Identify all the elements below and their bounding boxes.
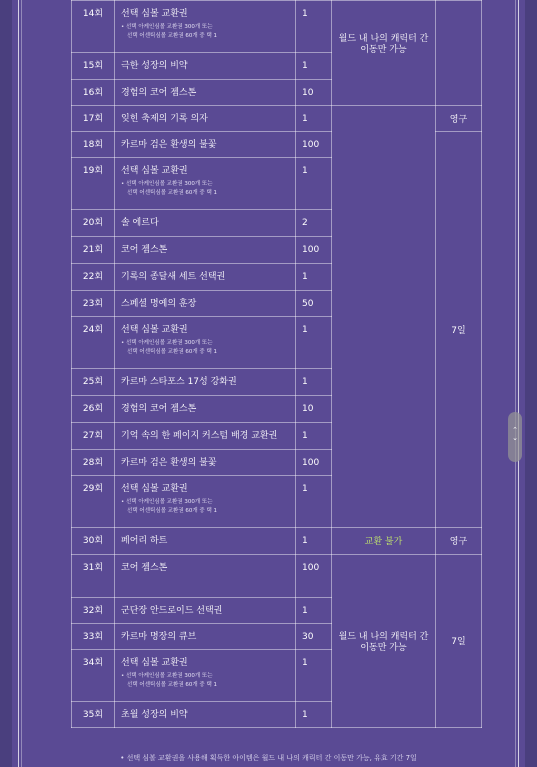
item-detail-line: 선택 어센틱심볼 교환권 60개 중 택 1 — [127, 189, 218, 196]
qty-cell: 1 — [296, 650, 332, 702]
item-cell: 경험의 코어 젬스톤 — [115, 396, 296, 423]
scroll-handle[interactable] — [508, 412, 522, 462]
item-name: 선택 심볼 교환권 — [121, 325, 188, 335]
item-detail — [121, 180, 289, 197]
restriction-cell — [332, 1, 436, 106]
round-cell: 30회 — [72, 528, 115, 555]
period-cell — [436, 1, 482, 106]
item-cell: 코어 젬스톤 — [115, 555, 296, 598]
qty-cell: 50 — [296, 291, 332, 317]
qty-cell: 1 — [296, 53, 332, 80]
qty-cell: 1 — [296, 702, 332, 728]
item-cell — [115, 158, 296, 210]
item-cell: 카르마 스타포스 17성 강화권 — [115, 369, 296, 396]
round-cell: 26회 — [72, 396, 115, 423]
qty-cell: 1 — [296, 423, 332, 450]
item-detail-line: • 선택 아케인심볼 교환권 300개 또는 — [121, 181, 213, 188]
qty-cell: 30 — [296, 624, 332, 650]
item-cell: 카르마 검은 환생의 불꽃 — [115, 450, 296, 476]
round-cell: 24회 — [72, 317, 115, 369]
qty-cell: 1 — [296, 264, 332, 291]
item-cell: 페어리 하트 — [115, 528, 296, 555]
bullet-icon: • — [120, 754, 125, 762]
item-cell — [115, 650, 296, 702]
qty-cell: 100 — [296, 450, 332, 476]
qty-cell: 100 — [296, 237, 332, 264]
item-name: 선택 심볼 교환권 — [121, 484, 188, 494]
item-cell: 기록의 종달새 세트 선택권 — [115, 264, 296, 291]
item-detail — [121, 498, 289, 515]
qty-cell: 2 — [296, 210, 332, 237]
item-cell — [115, 476, 296, 528]
qty-cell: 1 — [296, 106, 332, 132]
item-detail-line: • 선택 아케인심볼 교환권 300개 또는 — [121, 499, 213, 506]
reward-table-container — [71, 0, 481, 728]
restriction-text: 월드 내 나의 캐릭터 간 이동만 가능 — [338, 33, 429, 55]
round-cell: 31회 — [72, 555, 115, 598]
chevron-down-icon: ⌄ — [512, 434, 518, 442]
item-cell: 카르마 명장의 큐브 — [115, 624, 296, 650]
round-cell: 17회 — [72, 106, 115, 132]
table-row — [72, 106, 482, 132]
qty-cell: 1 — [296, 369, 332, 396]
item-detail — [121, 339, 289, 356]
round-cell: 32회 — [72, 598, 115, 624]
round-cell: 25회 — [72, 369, 115, 396]
item-detail-line: • 선택 아케인심볼 교환권 300개 또는 — [121, 24, 213, 31]
item-detail-line: • 선택 아케인심볼 교환권 300개 또는 — [121, 673, 213, 680]
qty-cell: 10 — [296, 396, 332, 423]
item-cell — [115, 1, 296, 53]
restriction-text: 월드 내 나의 캐릭터 간 이동만 가능 — [338, 631, 429, 653]
round-cell: 29회 — [72, 476, 115, 528]
item-name: 선택 심볼 교환권 — [121, 658, 188, 668]
table-row — [72, 1, 482, 53]
item-cell: 잊힌 축제의 기록 의자 — [115, 106, 296, 132]
item-detail — [121, 672, 289, 689]
qty-cell: 1 — [296, 476, 332, 528]
round-cell: 33회 — [72, 624, 115, 650]
item-detail-line: 선택 어센틱심볼 교환권 60개 중 택 1 — [127, 348, 218, 355]
round-cell: 28회 — [72, 450, 115, 476]
qty-cell: 1 — [296, 528, 332, 555]
restriction-cell: 교환 불가 — [332, 528, 436, 555]
item-cell: 초월 성장의 비약 — [115, 702, 296, 728]
qty-cell: 1 — [296, 317, 332, 369]
round-cell: 14회 — [72, 1, 115, 53]
restriction-cell — [332, 555, 436, 728]
qty-cell: 1 — [296, 598, 332, 624]
period-cell: 7일 — [436, 555, 482, 728]
qty-cell: 100 — [296, 555, 332, 598]
round-cell: 35회 — [72, 702, 115, 728]
item-cell: 솔 에르다 — [115, 210, 296, 237]
item-detail-line: 선택 어센틱심볼 교환권 60개 중 택 1 — [127, 681, 218, 688]
item-cell: 카르마 검은 환생의 불꽃 — [115, 132, 296, 158]
footnote-text: 선택 심볼 교환권을 사용해 획득한 아이템은 월드 내 나의 캐릭터 간 이동만 가능, 유효 기간 7일 — [126, 754, 417, 762]
item-cell: 극한 성장의 비약 — [115, 53, 296, 80]
round-cell: 22회 — [72, 264, 115, 291]
qty-cell: 1 — [296, 1, 332, 53]
item-detail-line: 선택 어센틱심볼 교환권 60개 중 택 1 — [127, 507, 218, 514]
round-cell: 27회 — [72, 423, 115, 450]
round-cell: 23회 — [72, 291, 115, 317]
period-cell: 영구 — [436, 106, 482, 132]
item-detail-line: • 선택 아케인심볼 교환권 300개 또는 — [121, 340, 213, 347]
period-cell: 7일 — [436, 132, 482, 528]
qty-cell: 100 — [296, 132, 332, 158]
round-cell: 18회 — [72, 132, 115, 158]
item-detail — [121, 23, 289, 40]
item-cell: 경험의 코어 젬스톤 — [115, 80, 296, 106]
item-cell: 군단장 안드로이드 선택권 — [115, 598, 296, 624]
round-cell: 20회 — [72, 210, 115, 237]
qty-cell: 1 — [296, 158, 332, 210]
round-cell: 16회 — [72, 80, 115, 106]
round-cell: 19회 — [72, 158, 115, 210]
round-cell: 21회 — [72, 237, 115, 264]
table-row — [72, 555, 482, 598]
period-cell: 영구 — [436, 528, 482, 555]
item-name: 선택 심볼 교환권 — [121, 166, 188, 176]
item-cell: 코어 젬스톤 — [115, 237, 296, 264]
round-cell: 15회 — [72, 53, 115, 80]
table-row — [72, 528, 482, 555]
item-cell: 스페셜 명예의 훈장 — [115, 291, 296, 317]
item-detail-line: 선택 어센틱심볼 교환권 60개 중 택 1 — [127, 32, 218, 39]
item-cell — [115, 317, 296, 369]
reward-table — [71, 0, 482, 728]
item-cell: 기억 속의 한 페이지 커스텀 배경 교환권 — [115, 423, 296, 450]
round-cell: 34회 — [72, 650, 115, 702]
footnote — [0, 753, 537, 763]
item-name: 선택 심볼 교환권 — [121, 9, 188, 19]
restriction-cell — [332, 106, 436, 528]
chevron-up-icon: ⌃ — [512, 426, 518, 434]
qty-cell: 10 — [296, 80, 332, 106]
